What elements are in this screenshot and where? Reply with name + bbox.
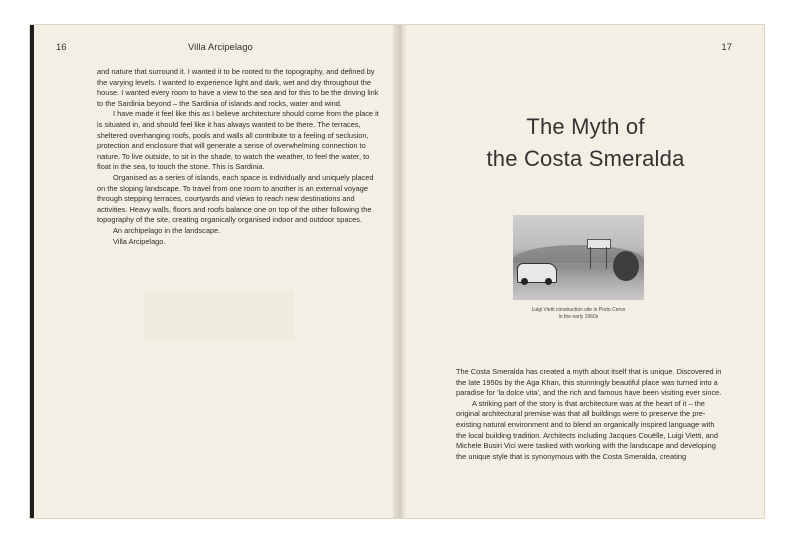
photo-tree (613, 251, 639, 281)
left-paragraph-1: and nature that surround it. I wanted it to be rooted to the topography, and defined by the varying levels. I wanted to experience light and dark, wet and dry throughout the house. I wanted every room to have a view to the sea and for this to be the driving link to the Sardinia beyond – the Sardinia of islands and rocks, water and wind. (97, 67, 379, 108)
left-page (34, 25, 393, 518)
photo-car-wheel (545, 278, 552, 285)
show-through-shadow (144, 290, 294, 340)
photo-sign-post (606, 247, 607, 269)
left-paragraph-5: Villa Arcipelago. (113, 236, 166, 246)
right-paragraph-1: The Costa Smeralda has created a myth about itself that is unique. Discovered in the late 1950s by the Aga Khan, this stunningly beautiful place was turned into a paradise for 'la dolce vita', and the rich and famous have been visiting ever since. (456, 367, 722, 398)
left-paragraph-2: I have made it feel like this as I believe architecture should come from the place it is situated in, and should feel like it has always wanted to be there. The terraces, sheltered overhanging roofs, pools and walls all contribute to a feeling of seclusion, protection and enclosure that will generate a sense of overwhelming connection to nature. To live outside, to sit in the shade, to watch the weather, to feel the water, to float in the sea, to touch the stone. This is Sardinia. (97, 109, 379, 172)
photo-caption-line-1: Luigi Vietti construction site in Porto Cervo (531, 307, 626, 313)
photo-sign-post (590, 247, 591, 269)
left-paragraph-3: Organised as a series of islands, each space is individually and uniquely placed on the sloping landscape. To travel from one room to another is an external voyage through stepping terraces, courtyards and views to reach new destinations and activities. Heavy walls, floors and roofs balance one on top of the other following the topography of the site, creating organically organised indoor and outdoor spaces. (97, 172, 374, 225)
photo-car-wheel (521, 278, 528, 285)
right-paragraph-2: A striking part of the story is that architecture was at the heart of it – the original architectural premise was that all buildings were to preserve the pre-existing natural environment and to blend an organically inspired language with the local building tradition. Architects including Jacques Couëlle, Luigi Vietti, and Michele Busiri Vici were tasked with working with the landscape and developing the unique style that is synonymous with the Costa Smeralda, creating (456, 398, 718, 461)
left-body-text (97, 67, 381, 247)
right-page (407, 25, 764, 518)
photo-caption (513, 307, 644, 321)
page-number-right: 17 (721, 42, 732, 53)
chapter-heading (407, 111, 764, 175)
heading-line-1: The Myth of (526, 114, 645, 139)
book-gutter (393, 25, 407, 518)
page-number-left: 16 (56, 42, 67, 53)
left-paragraph-4: An archipelago in the landscape. (113, 225, 221, 235)
photo-caption-line-2: in the early 1960s (558, 314, 599, 320)
running-title: Villa Arcipelago (188, 42, 253, 53)
right-body-text (456, 367, 724, 462)
construction-site-photo (513, 215, 644, 300)
heading-line-2: the Costa Smeralda (486, 146, 685, 171)
